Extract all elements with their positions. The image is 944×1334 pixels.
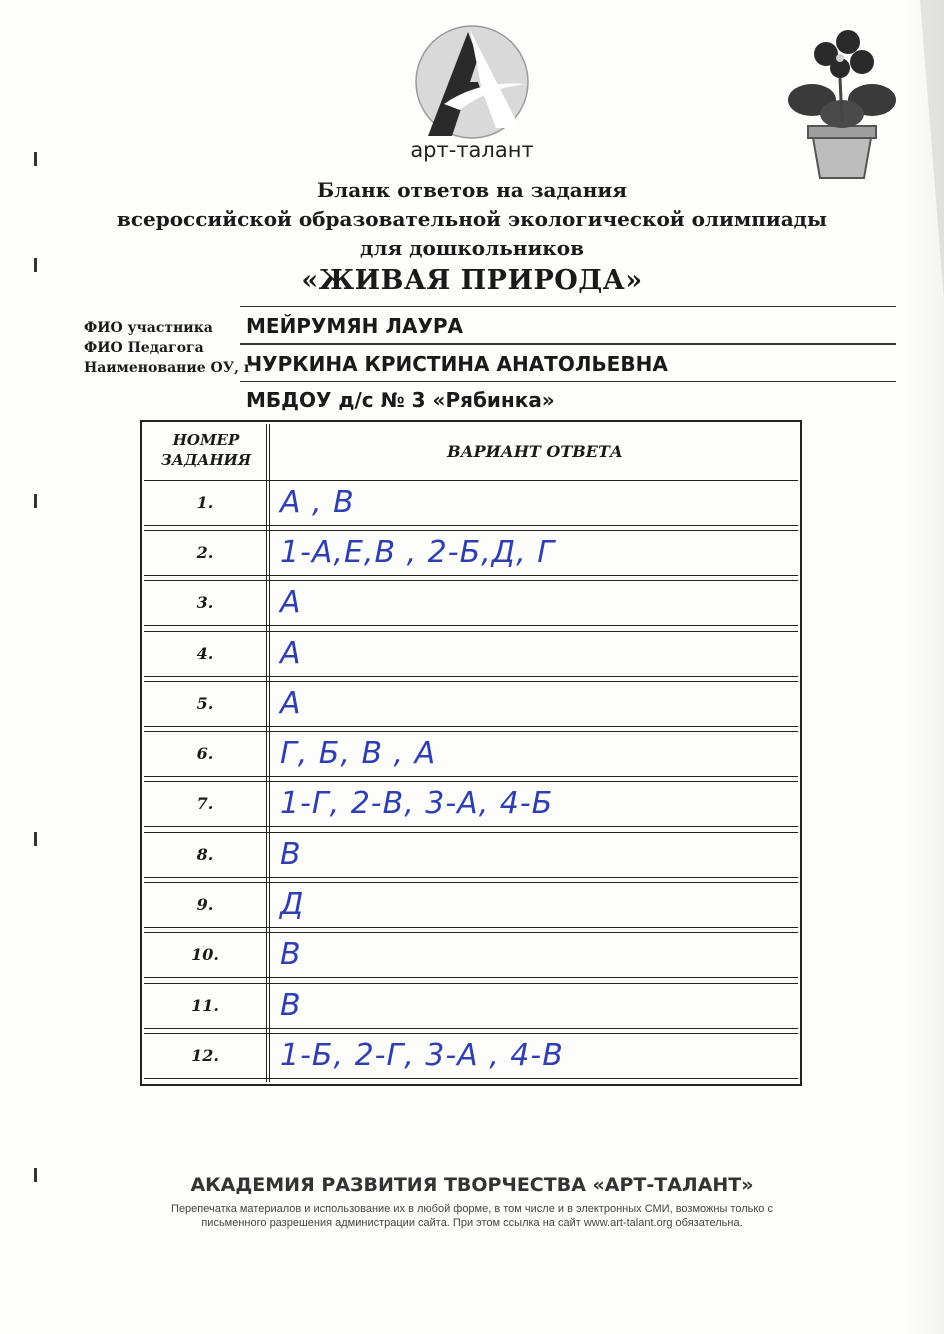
- task-number: 9.: [196, 895, 214, 914]
- handwritten-answer: В: [280, 988, 302, 1023]
- task-number: 2.: [196, 543, 214, 562]
- handwritten-answer: А: [280, 585, 302, 620]
- footer-academy-title: АКАДЕМИЯ РАЗВИТИЯ ТВОРЧЕСТВА «АРТ-ТАЛАНТ»: [190, 1174, 754, 1196]
- handwritten-answer: Г, Б, В , А: [280, 736, 437, 771]
- handwritten-answer: А , В: [280, 485, 355, 520]
- header-answer-variant: ВАРИАНТ ОТВЕТА: [447, 442, 623, 461]
- header-task-number: [150, 430, 262, 470]
- table-row: [144, 1033, 798, 1079]
- potted-flower-icon: [782, 22, 902, 182]
- handwritten-answer: В: [280, 937, 302, 972]
- table-row: [144, 832, 798, 878]
- table-row: [144, 781, 798, 827]
- brand-name: арт-талант: [410, 138, 534, 162]
- handwritten-answer: В: [280, 837, 302, 872]
- title-line-1: Бланк ответов на задания: [317, 178, 627, 202]
- form-title: [0, 176, 944, 299]
- task-number: 7.: [196, 794, 214, 813]
- task-number: 12.: [191, 1046, 219, 1065]
- binding-mark: [34, 832, 37, 846]
- org-label: Наименование ОУ, г: [84, 360, 253, 376]
- participant-label: ФИО участника: [84, 320, 213, 336]
- olympiad-name: «ЖИВАЯ ПРИРОДА»: [301, 265, 643, 296]
- task-number: 1.: [196, 493, 214, 512]
- participant-name-field: МЕЙРУМЯН ЛАУРА: [240, 306, 896, 344]
- table-row: [144, 480, 798, 526]
- task-number: 6.: [196, 744, 214, 763]
- table-row: [144, 882, 798, 928]
- footer-note-line2: письменного разрешения администрации сайта. При этом ссылка на сайт www.art-talant.org обязательна.: [201, 1217, 743, 1229]
- title-line-2: всероссийской образовательной экологической олимпиады: [116, 207, 828, 231]
- teacher-name-field: ЧУРКИНА КРИСТИНА АНАТОЛЬЕВНА: [240, 344, 896, 382]
- table-header: [144, 424, 798, 478]
- footer-note-line1: Перепечатка материалов и использование их в любой форме, в том числе и в электронных СМИ, возможны только с: [171, 1203, 773, 1215]
- art-talant-logo-icon: [408, 24, 536, 142]
- footer-copyright-note: [100, 1202, 844, 1230]
- organization-field: МБДОУ д/с № 3 «Рябинка»: [246, 388, 555, 412]
- table-row: [144, 681, 798, 727]
- table-row: [144, 530, 798, 576]
- binding-mark: [34, 494, 37, 508]
- handwritten-answer: А: [280, 686, 302, 721]
- teacher-label: ФИО Педагога: [84, 340, 204, 356]
- header-task-number-line2: ЗАДАНИЯ: [160, 451, 252, 469]
- handwritten-answer: А: [280, 636, 302, 671]
- task-number: 4.: [196, 644, 214, 663]
- task-number: 10.: [191, 945, 219, 964]
- task-number: 5.: [196, 694, 214, 713]
- table-row: [144, 731, 798, 777]
- table-row: [144, 631, 798, 677]
- table-row: [144, 983, 798, 1029]
- title-line-3: для дошкольников: [360, 236, 584, 260]
- handwritten-answer: 1-А,Е,В , 2-Б,Д, Г: [280, 535, 555, 570]
- task-number: 11.: [191, 996, 219, 1015]
- answer-table: [140, 420, 802, 1086]
- binding-mark: [34, 152, 37, 166]
- task-number: 8.: [196, 845, 214, 864]
- handwritten-answer: 1-Г, 2-В, 3-А, 4-Б: [280, 786, 554, 821]
- handwritten-answer: 1-Б, 2-Г, 3-А , 4-В: [280, 1038, 564, 1073]
- header-task-number-line1: НОМЕР: [172, 431, 240, 449]
- table-row: [144, 580, 798, 626]
- table-row: [144, 932, 798, 978]
- handwritten-answer: Д: [280, 887, 305, 922]
- task-number: 3.: [196, 593, 214, 612]
